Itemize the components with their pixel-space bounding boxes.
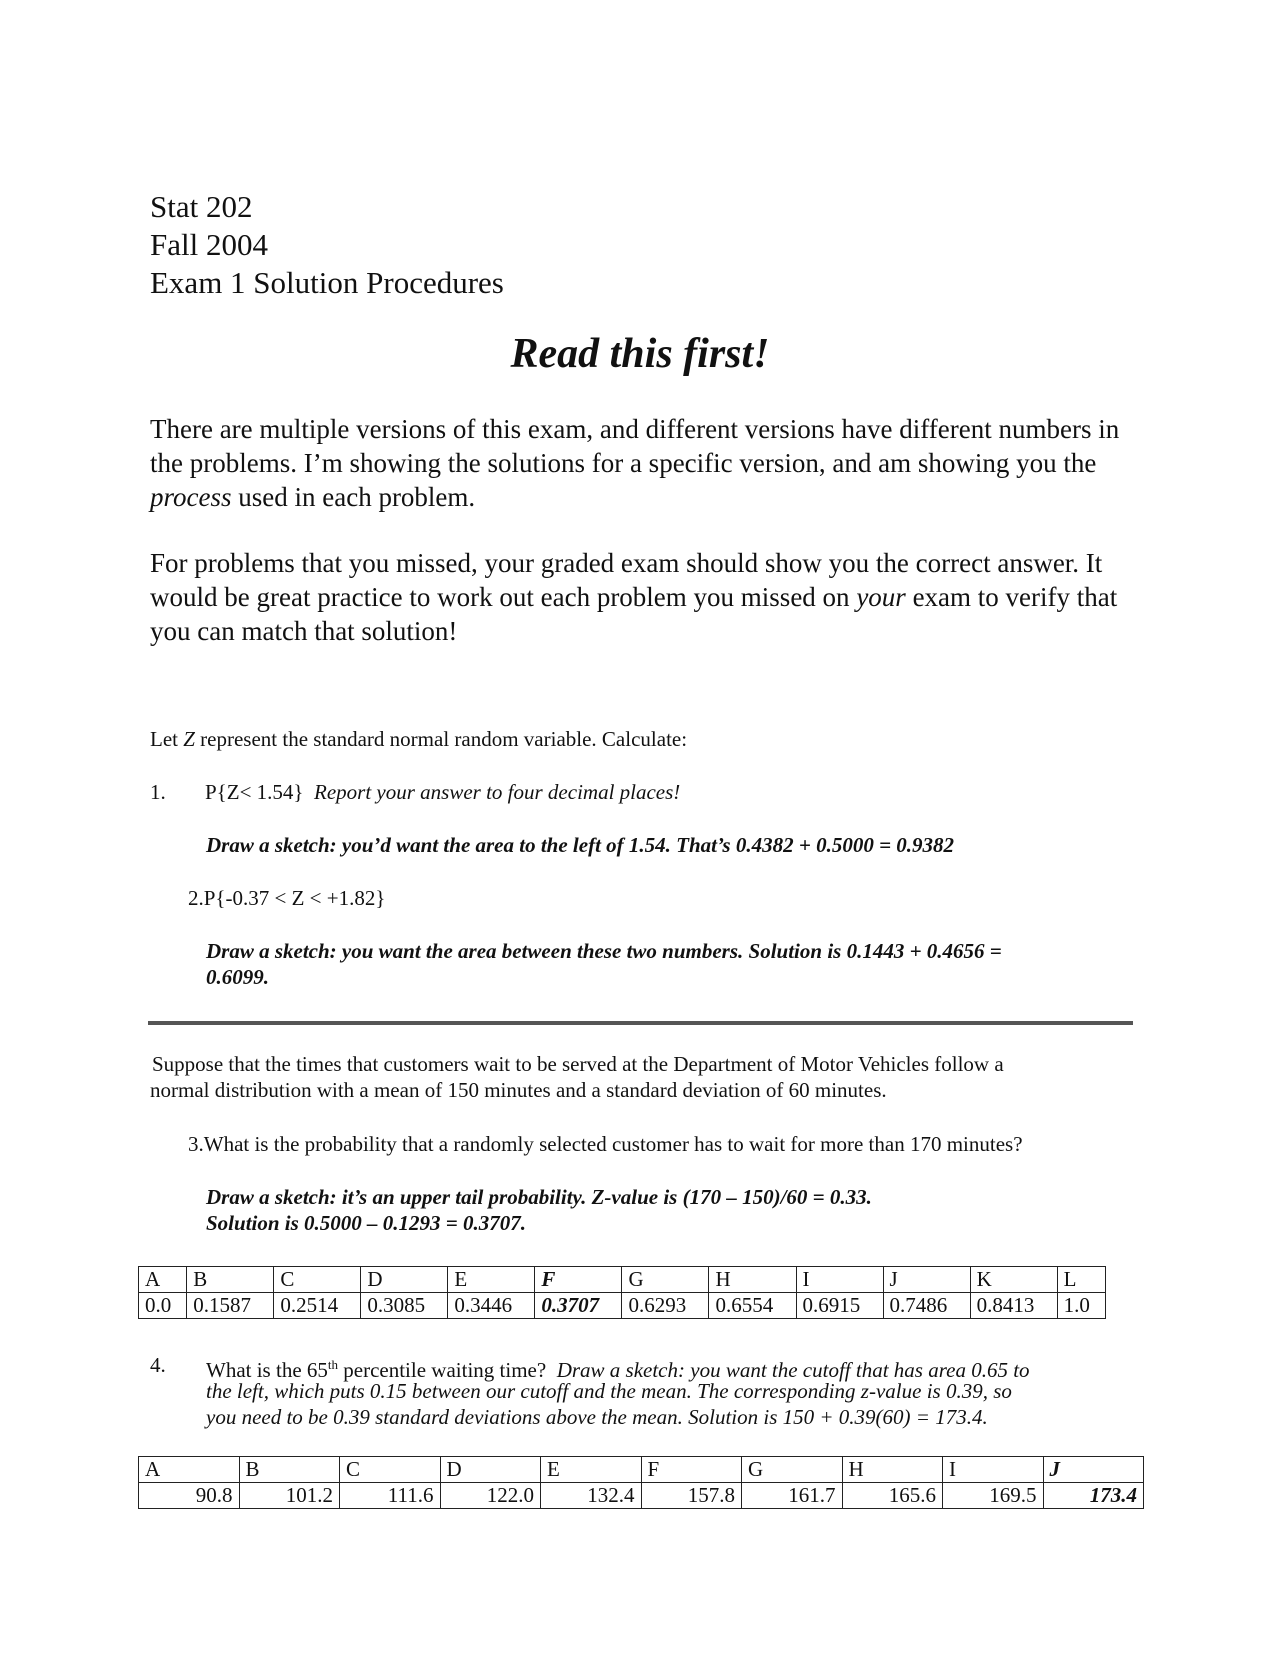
choice-letter: E (541, 1457, 642, 1483)
choice-value: 0.6554 (709, 1293, 796, 1319)
question-1 (205, 779, 680, 805)
choice-letter: B (239, 1457, 340, 1483)
choice-value: 0.6293 (622, 1293, 709, 1319)
choice-letter: L (1057, 1267, 1105, 1293)
term: Fall 2004 (150, 227, 268, 262)
choice-letter: B (187, 1267, 274, 1293)
choice-values-row (139, 1483, 1144, 1509)
question-4-text-a: What is the 65 (206, 1358, 328, 1382)
choice-letter: G (622, 1267, 709, 1293)
choice-letter: G (742, 1457, 843, 1483)
choice-letter: I (943, 1457, 1044, 1483)
question-2-answer-line-2: 0.6099. (206, 965, 269, 989)
section-divider (148, 1021, 1133, 1025)
choice-letter: K (970, 1267, 1057, 1293)
section1-lead (150, 726, 687, 752)
choice-letter-correct: J (1043, 1457, 1144, 1483)
section1-lead-b: represent the standard normal random variable. Calculate: (194, 727, 688, 751)
choice-value: 90.8 (139, 1483, 240, 1509)
choice-value: 0.6915 (796, 1293, 883, 1319)
document-title: Exam 1 Solution Procedures (150, 265, 504, 300)
choice-value: 0.3085 (361, 1293, 448, 1319)
choice-value: 0.1587 (187, 1293, 274, 1319)
choice-letter: C (340, 1457, 441, 1483)
question-3-text: 3.What is the probability that a randomly selected customer has to wait for more than 170 minutes? (188, 1132, 1023, 1156)
intro-paragraph-1 (150, 412, 1135, 514)
choice-letters-row (139, 1267, 1106, 1293)
choice-letter: H (709, 1267, 796, 1293)
variable-z: Z (183, 727, 195, 751)
choice-value: 111.6 (340, 1483, 441, 1509)
question-1-text: P{Z< 1.54} (205, 780, 304, 804)
question-1-note: Report your answer to four decimal places! (314, 780, 681, 804)
section2-lead-line-2: normal distribution with a mean of 150 minutes and a standard deviation of 60 minutes. (150, 1078, 887, 1102)
choice-value: 101.2 (239, 1483, 340, 1509)
choice-letter: D (361, 1267, 448, 1293)
intro-p1-text-b: used in each problem. (231, 482, 476, 512)
question-3-answer-line-1: Draw a sketch: it’s an upper tail probability. Z-value is (170 – 150)/60 = 0.33. (206, 1185, 872, 1209)
choice-letter: H (842, 1457, 943, 1483)
choice-value: 132.4 (541, 1483, 642, 1509)
choice-letter: A (139, 1267, 187, 1293)
choice-letters-row (139, 1457, 1144, 1483)
question-1-number: 1. (150, 780, 166, 804)
ordinal-suffix: th (327, 1357, 339, 1372)
choice-letter: A (139, 1457, 240, 1483)
choice-value: 1.0 (1057, 1293, 1105, 1319)
choice-value: 157.8 (641, 1483, 742, 1509)
intro-p2-text-a: For problems that you missed, your graded exam should show you the correct answer. It would be great practice to work out each problem you missed on (150, 548, 1103, 612)
intro-paragraph-2 (150, 546, 1135, 648)
answer-choices-table-q3 (138, 1266, 1106, 1319)
question-4-answer-line-1: Draw a sketch: you want the cutoff that has area 0.65 to (556, 1358, 1030, 1382)
question-4-text-b: percentile waiting time? (338, 1358, 547, 1382)
choice-value: 0.3446 (448, 1293, 535, 1319)
choice-value: 0.2514 (274, 1293, 361, 1319)
question-4-number: 4. (150, 1353, 166, 1377)
read-first-heading: Read this first! (510, 331, 770, 377)
intro-p1-text-a: There are multiple versions of this exam, and different versions have different numbers in the problems. I’m showing the solutions for a specific version, and am showing you the (150, 414, 1120, 478)
choice-letter: J (883, 1267, 970, 1293)
choice-value: 0.7486 (883, 1293, 970, 1319)
choice-value-correct: 173.4 (1043, 1483, 1144, 1509)
question-4-answer-line-2: the left, which puts 0.15 between our cutoff and the mean. The corresponding z-value is 0.39, so (206, 1379, 1012, 1403)
choice-letter: E (448, 1267, 535, 1293)
choice-letter-correct: F (535, 1267, 622, 1293)
choice-letter: F (641, 1457, 742, 1483)
question-2-answer-line-1: Draw a sketch: you want the area between these two numbers. Solution is 0.1443 + 0.4656 = (206, 939, 1002, 963)
section1-lead-a: Let (150, 727, 184, 751)
choice-value: 122.0 (440, 1483, 541, 1509)
choice-letter: C (274, 1267, 361, 1293)
question-4-answer-line-3: you need to be 0.39 standard deviations above the mean. Solution is 150 + 0.39(60) = 173.4. (206, 1405, 988, 1429)
choice-value: 161.7 (742, 1483, 843, 1509)
intro-p1-emphasis: process (150, 482, 232, 512)
choice-letter: I (796, 1267, 883, 1293)
section2-lead-line-1: Suppose that the times that customers wait to be served at the Department of Motor Vehicles follow a (152, 1052, 1004, 1076)
intro-p2-emphasis: your (856, 582, 906, 612)
choice-value: 0.0 (139, 1293, 187, 1319)
choice-value: 0.8413 (970, 1293, 1057, 1319)
choice-value: 165.6 (842, 1483, 943, 1509)
answer-choices-table-q4 (138, 1456, 1144, 1509)
intro-p2-text-b: exam to verify that you can match that solution! (150, 582, 1118, 646)
choice-letter: D (440, 1457, 541, 1483)
course-title: Stat 202 (150, 189, 253, 224)
choice-value-correct: 0.3707 (535, 1293, 622, 1319)
question-1-answer: Draw a sketch: you’d want the area to the left of 1.54. That’s 0.4382 + 0.5000 = 0.9382 (206, 833, 955, 857)
question-3-answer-line-2: Solution is 0.5000 – 0.1293 = 0.3707. (206, 1211, 527, 1235)
choice-values-row (139, 1293, 1106, 1319)
choice-value: 169.5 (943, 1483, 1044, 1509)
question-2-text: 2.P{-0.37 < Z < +1.82} (188, 886, 386, 910)
